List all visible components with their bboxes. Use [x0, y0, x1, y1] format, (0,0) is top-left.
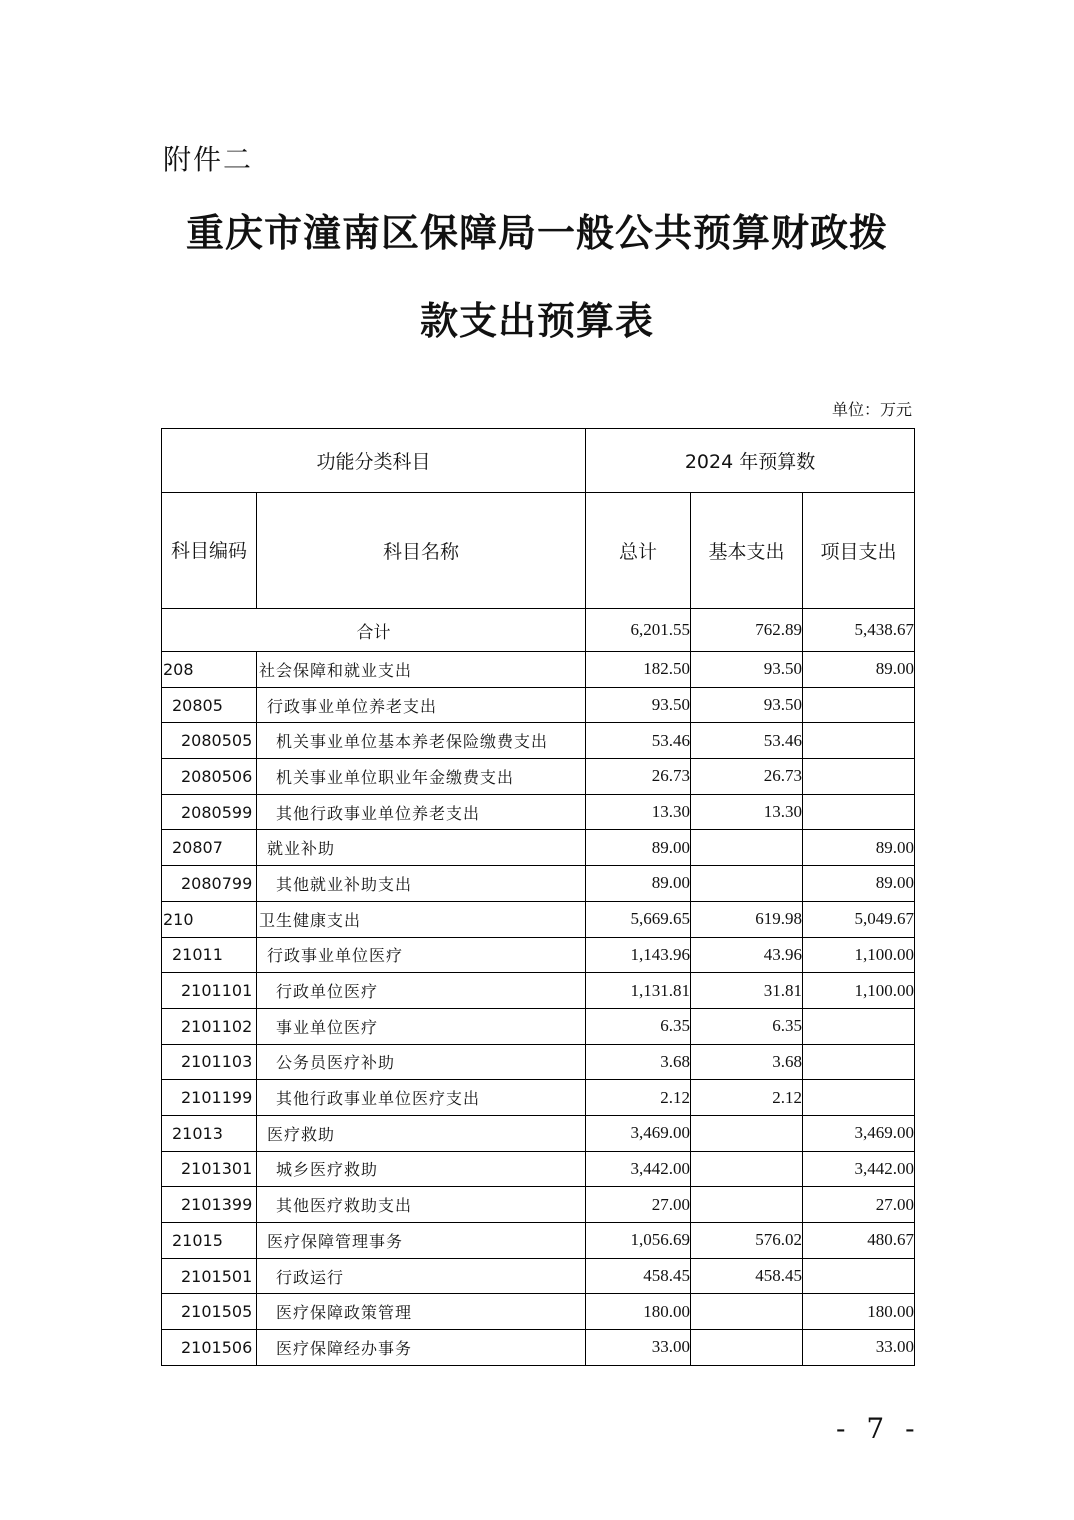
row-code: 2101101 [162, 973, 257, 1009]
row-total: 27.00 [586, 1187, 691, 1223]
row-basic: 6.35 [691, 1008, 803, 1044]
row-name: 行政单位医疗 [257, 973, 586, 1009]
row-name: 医疗保障政策管理 [257, 1294, 586, 1330]
row-project: 5,049.67 [803, 901, 915, 937]
row-project: 33.00 [803, 1330, 915, 1366]
row-project [803, 1258, 915, 1294]
row-name: 就业补助 [257, 830, 586, 866]
row-code: 210 [162, 901, 257, 937]
row-basic: 43.96 [691, 937, 803, 973]
row-basic [691, 1330, 803, 1366]
row-project [803, 794, 915, 830]
row-code: 21013 [162, 1115, 257, 1151]
table-row [162, 759, 915, 795]
row-total: 3,442.00 [586, 1151, 691, 1187]
column-header-total: 总计 [586, 493, 691, 609]
row-total: 3,469.00 [586, 1115, 691, 1151]
row-total: 458.45 [586, 1258, 691, 1294]
row-code: 2080505 [162, 723, 257, 759]
row-basic: 26.73 [691, 759, 803, 795]
row-code: 2101102 [162, 1008, 257, 1044]
column-header-name: 科目名称 [257, 493, 586, 609]
row-project: 89.00 [803, 830, 915, 866]
row-total: 89.00 [586, 830, 691, 866]
table-row [162, 1151, 915, 1187]
row-basic [691, 1294, 803, 1330]
row-basic: 2.12 [691, 1080, 803, 1116]
row-name: 机关事业单位职业年金缴费支出 [257, 759, 586, 795]
row-total: 13.30 [586, 794, 691, 830]
row-project [803, 1008, 915, 1044]
row-total: 6.35 [586, 1008, 691, 1044]
row-code: 20807 [162, 830, 257, 866]
table-row [162, 973, 915, 1009]
row-project: 27.00 [803, 1187, 915, 1223]
row-project: 480.67 [803, 1223, 915, 1259]
row-total: 1,056.69 [586, 1223, 691, 1259]
row-code: 2101301 [162, 1151, 257, 1187]
table-row [162, 687, 915, 723]
row-code: 2101506 [162, 1330, 257, 1366]
table-row [162, 901, 915, 937]
row-name: 城乡医疗救助 [257, 1151, 586, 1187]
row-code: 21015 [162, 1223, 257, 1259]
row-code: 2080799 [162, 866, 257, 902]
row-basic: 93.50 [691, 687, 803, 723]
page-number: - 7 - [836, 1412, 921, 1445]
row-project: 1,100.00 [803, 937, 915, 973]
row-name: 行政事业单位养老支出 [257, 687, 586, 723]
row-code: 2101199 [162, 1080, 257, 1116]
table-row [162, 723, 915, 759]
table-row [162, 1044, 915, 1080]
row-basic: 3.68 [691, 1044, 803, 1080]
header-year-budget: 2024 年预算数 [586, 429, 915, 493]
row-total: 26.73 [586, 759, 691, 795]
row-name: 医疗保障经办事务 [257, 1330, 586, 1366]
row-project [803, 1080, 915, 1116]
document-title-line2: 款支出预算表 [419, 298, 654, 343]
row-total: 53.46 [586, 723, 691, 759]
row-total: 3.68 [586, 1044, 691, 1080]
attachment-label: 附件二 [163, 143, 254, 176]
row-project [803, 687, 915, 723]
row-name: 行政事业单位医疗 [257, 937, 586, 973]
row-name: 行政运行 [257, 1258, 586, 1294]
total-label: 合计 [162, 609, 586, 652]
table-row [162, 1080, 915, 1116]
row-code: 2101103 [162, 1044, 257, 1080]
row-total: 180.00 [586, 1294, 691, 1330]
row-name: 其他医疗救助支出 [257, 1187, 586, 1223]
row-basic [691, 866, 803, 902]
row-name: 其他就业补助支出 [257, 866, 586, 902]
row-total: 93.50 [586, 687, 691, 723]
table-row [162, 830, 915, 866]
row-basic: 458.45 [691, 1258, 803, 1294]
row-name: 公务员医疗补助 [257, 1044, 586, 1080]
row-name: 机关事业单位基本养老保险缴费支出 [257, 723, 586, 759]
header-category: 功能分类科目 [162, 429, 586, 493]
row-code: 20805 [162, 687, 257, 723]
table-row [162, 937, 915, 973]
row-basic: 53.46 [691, 723, 803, 759]
row-basic [691, 1115, 803, 1151]
row-code: 208 [162, 652, 257, 688]
row-name: 其他行政事业单位医疗支出 [257, 1080, 586, 1116]
row-total: 33.00 [586, 1330, 691, 1366]
row-basic: 619.98 [691, 901, 803, 937]
unit-label: 单位：万元 [831, 400, 912, 419]
budget-table [161, 428, 915, 1366]
row-total: 89.00 [586, 866, 691, 902]
row-project: 3,469.00 [803, 1115, 915, 1151]
total-project: 5,438.67 [803, 609, 915, 652]
row-total: 1,131.81 [586, 973, 691, 1009]
row-basic [691, 830, 803, 866]
column-header-code: 科目编码 [162, 493, 257, 609]
row-project: 89.00 [803, 866, 915, 902]
row-total: 182.50 [586, 652, 691, 688]
document-title-line1: 重庆市潼南区保障局一般公共预算财政拨 [185, 210, 888, 255]
row-project: 180.00 [803, 1294, 915, 1330]
row-total: 5,669.65 [586, 901, 691, 937]
total-row [162, 609, 915, 652]
table-row [162, 1294, 915, 1330]
row-basic: 31.81 [691, 973, 803, 1009]
row-project [803, 723, 915, 759]
row-code: 2080599 [162, 794, 257, 830]
table-row [162, 866, 915, 902]
row-project: 3,442.00 [803, 1151, 915, 1187]
total-basic: 762.89 [691, 609, 803, 652]
row-basic: 13.30 [691, 794, 803, 830]
row-project: 1,100.00 [803, 973, 915, 1009]
row-project [803, 1044, 915, 1080]
row-basic: 576.02 [691, 1223, 803, 1259]
table-row [162, 1008, 915, 1044]
row-name: 社会保障和就业支出 [257, 652, 586, 688]
row-name: 卫生健康支出 [257, 901, 586, 937]
table-row [162, 1330, 915, 1366]
row-code: 2080506 [162, 759, 257, 795]
column-header-basic: 基本支出 [691, 493, 803, 609]
row-name: 医疗救助 [257, 1115, 586, 1151]
row-name: 医疗保障管理事务 [257, 1223, 586, 1259]
column-header-project: 项目支出 [803, 493, 915, 609]
row-name: 事业单位医疗 [257, 1008, 586, 1044]
row-code: 2101505 [162, 1294, 257, 1330]
table-row [162, 794, 915, 830]
table-row [162, 652, 915, 688]
row-total: 1,143.96 [586, 937, 691, 973]
row-code: 21011 [162, 937, 257, 973]
table-row [162, 1187, 915, 1223]
row-name: 其他行政事业单位养老支出 [257, 794, 586, 830]
table-row [162, 1115, 915, 1151]
table-row [162, 1258, 915, 1294]
row-basic: 93.50 [691, 652, 803, 688]
row-basic [691, 1187, 803, 1223]
row-code: 2101399 [162, 1187, 257, 1223]
table-row [162, 1223, 915, 1259]
total-sum: 6,201.55 [586, 609, 691, 652]
row-total: 2.12 [586, 1080, 691, 1116]
row-project: 89.00 [803, 652, 915, 688]
row-code: 2101501 [162, 1258, 257, 1294]
row-project [803, 759, 915, 795]
row-basic [691, 1151, 803, 1187]
